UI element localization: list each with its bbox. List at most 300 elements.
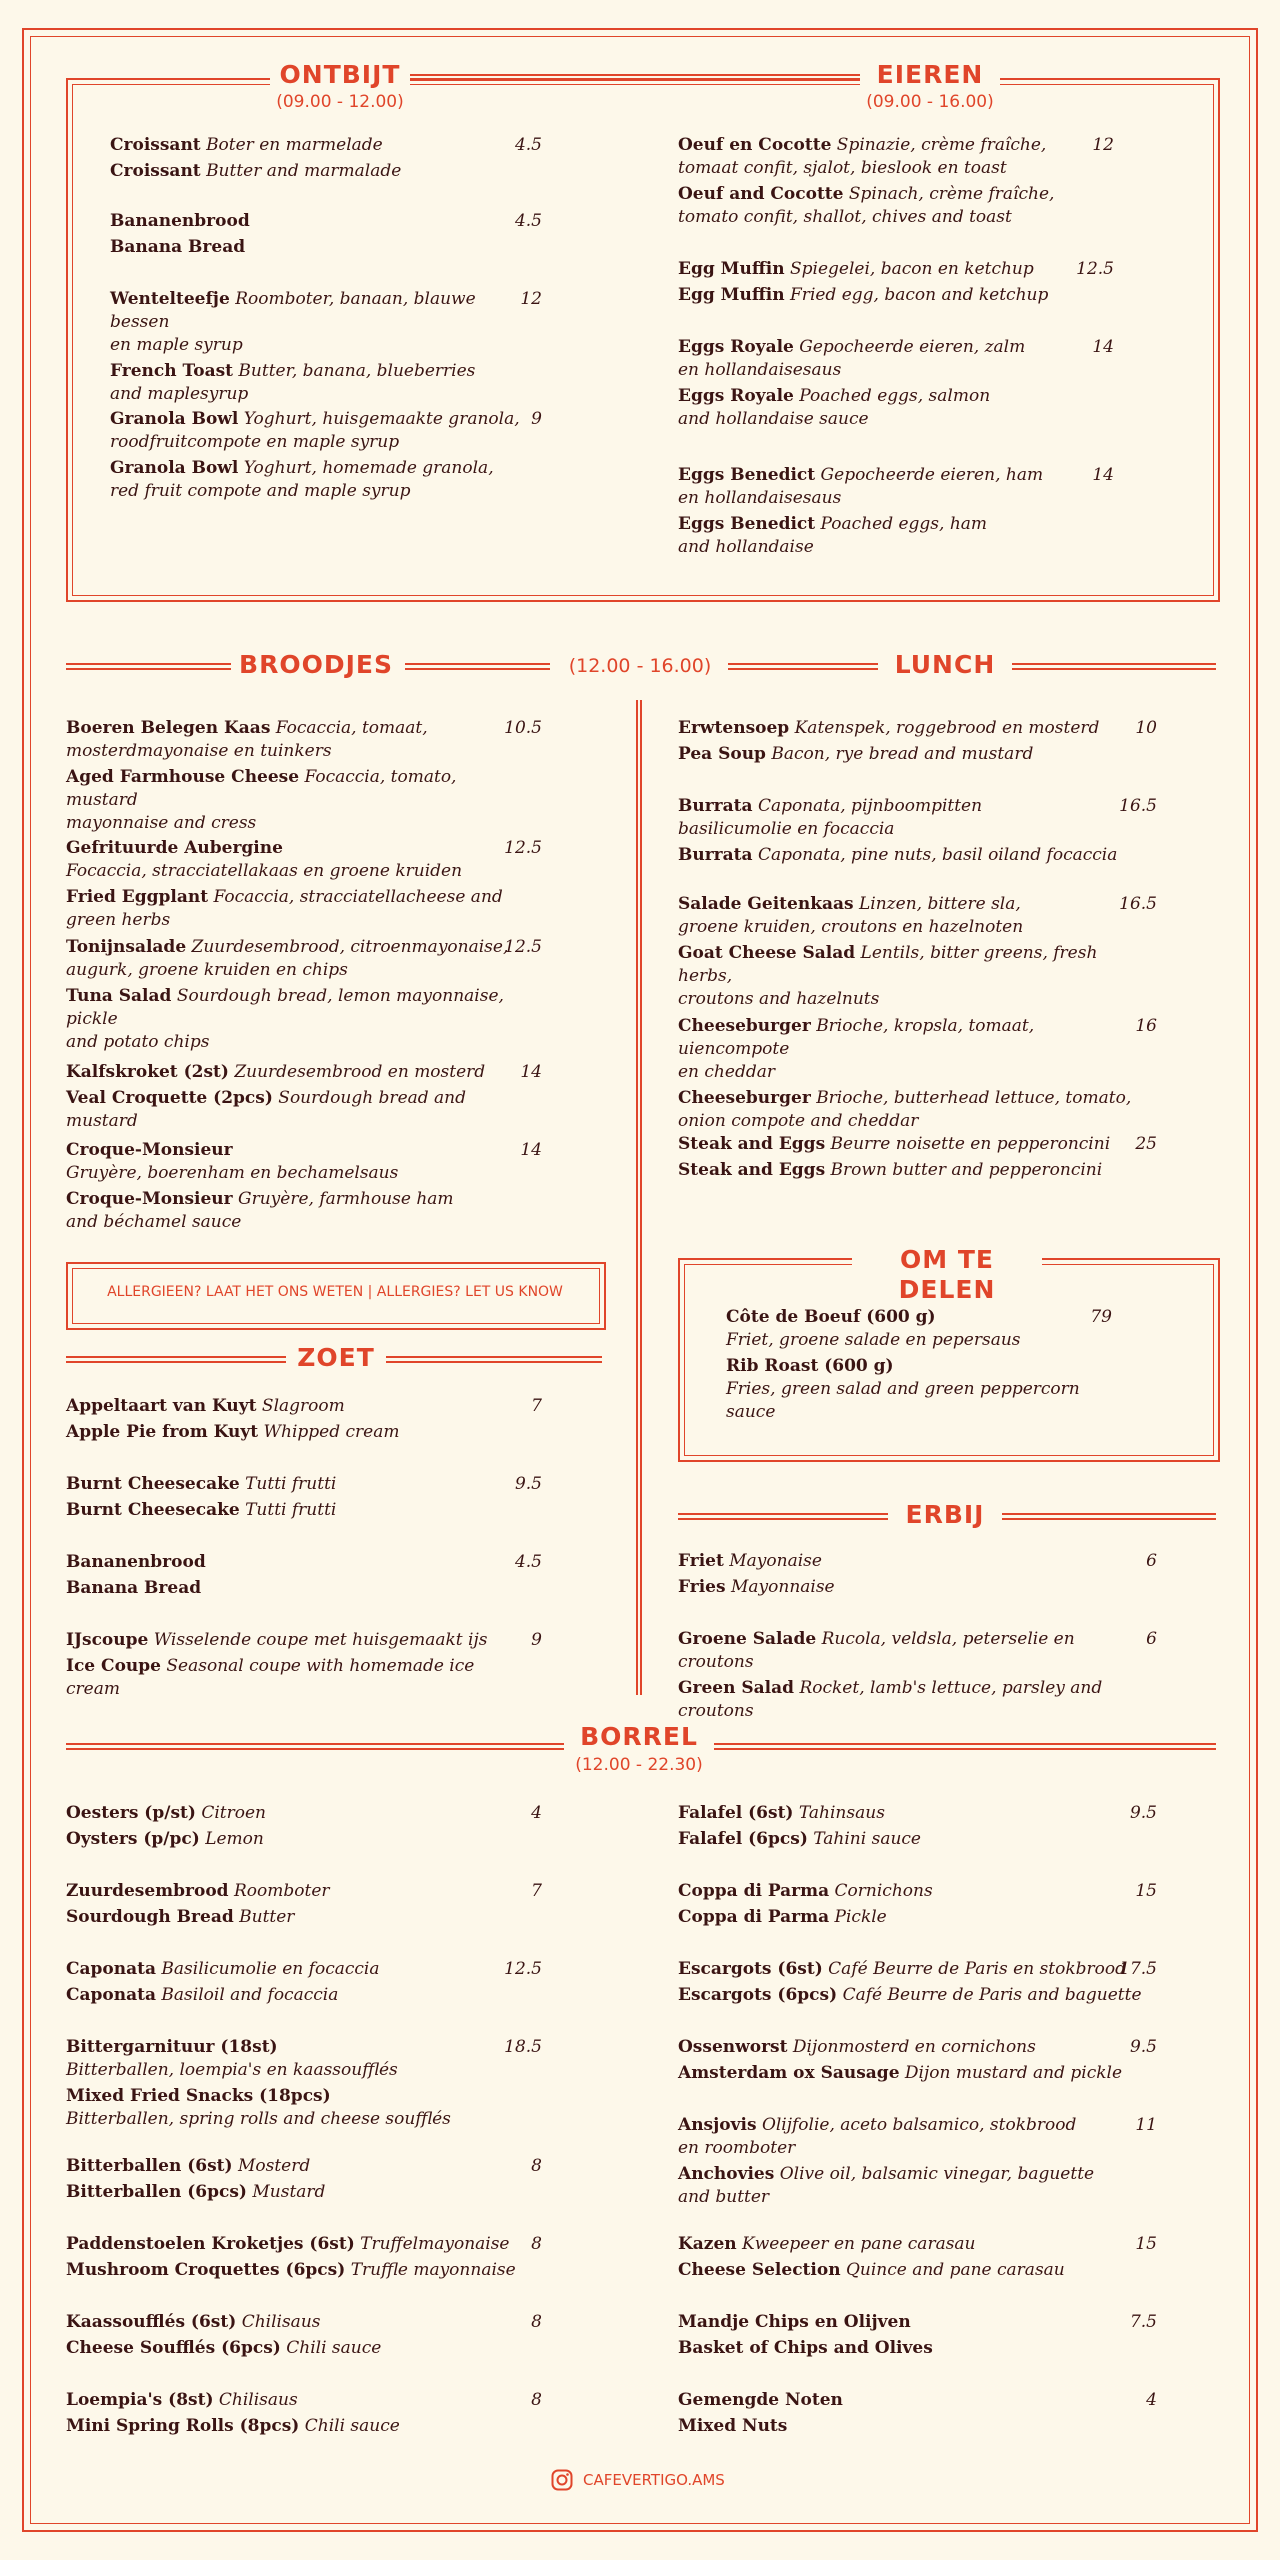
item-name-nl: Bananenbrood (110, 211, 250, 231)
item-desc-nl: Citroen (201, 1803, 266, 1823)
ontbijt-hours: (09.00 - 12.00) (260, 92, 420, 112)
heading-line (714, 1743, 1216, 1750)
menu-item (678, 258, 1102, 307)
item-desc-nl: Roomboter, banaan, blauwe bessen (110, 289, 476, 332)
column-divider (636, 700, 642, 1695)
menu-item (678, 1628, 1145, 1723)
item-desc-nl: Zuurdesembrood en mosterd (234, 1062, 486, 1082)
item-name-nl-row (678, 258, 1102, 281)
instagram-handle: CAFEVERTIGO.AMS (583, 2471, 725, 2489)
item-price: 6 (1146, 1629, 1157, 1649)
menu-item (678, 134, 1102, 229)
item-name-nl: Eggs Royale (678, 337, 794, 357)
item-name-en-row (678, 513, 1102, 536)
item-name-nl-row (678, 1958, 1145, 1981)
item-name-en-row (66, 886, 530, 932)
erbij-heading: ERBIJ (895, 1500, 995, 1530)
item-desc-nl-line2: Bitterballen, loempia's en kaassoufflés (66, 2060, 398, 2080)
menu-item (66, 1629, 530, 1701)
item-name-nl: Burnt Cheesecake (66, 1474, 240, 1494)
item-price: 7 (531, 1881, 542, 1901)
menu-item (110, 288, 530, 406)
item-desc-en: Tahini sauce (813, 1829, 921, 1849)
item-name-nl: Bittergarnituur (18st) (66, 2037, 278, 2057)
item-desc-nl: Slagroom (261, 1396, 345, 1416)
item-desc-en-cont (66, 1211, 530, 1234)
item-name-en-row (66, 2181, 530, 2204)
item-price: 16 (1135, 1016, 1157, 1036)
menu-item (678, 2311, 1145, 2360)
allergies-notice: ALLERGIEEN? LAAT HET ONS WETEN | ALLERGIES? LET US KNOW (107, 1284, 563, 1300)
item-desc-en-line2: red fruit compote and maple syrup (110, 481, 411, 501)
item-name-nl: Côte de Boeuf (600 g) (726, 1307, 936, 1327)
menu-item (726, 1306, 1100, 1424)
item-desc-nl-cont (678, 359, 1102, 382)
item-name-en-row (678, 942, 1145, 988)
item-name-en: Anchovies (678, 2164, 775, 2184)
item-name-en-row (66, 1499, 530, 1522)
item-name-en-row (678, 2415, 1145, 2438)
item-name-nl-row (66, 1473, 530, 1496)
lunch-heading: LUNCH (885, 650, 1005, 680)
item-desc-en: Butter and marmalade (206, 161, 402, 181)
item-name-en: Green Salad (678, 1678, 795, 1698)
item-desc-en: Butter (239, 1907, 295, 1927)
item-name-nl-row (66, 2311, 530, 2334)
item-name-en: Burrata (678, 845, 753, 865)
item-price: 14 (1092, 337, 1114, 357)
item-name-nl: Oeuf en Cocotte (678, 135, 832, 155)
item-desc-nl-cont (678, 487, 1102, 510)
item-desc-nl-cont (678, 157, 1102, 180)
item-price: 4 (531, 1803, 542, 1823)
item-name-en-row (66, 1984, 530, 2007)
item-name-en-row (66, 2259, 530, 2282)
menu-item (66, 2036, 530, 2131)
item-name-en-row (66, 1188, 530, 1211)
item-name-en-row (66, 1577, 530, 1600)
item-name-nl: Paddenstoelen Kroketjes (6st) (66, 2234, 355, 2254)
item-name-nl: Coppa di Parma (678, 1881, 830, 1901)
menu-item (678, 1015, 1145, 1133)
item-desc-nl: Mosterd (237, 2156, 311, 2176)
item-name-en-row (678, 2259, 1145, 2282)
item-desc-nl: Basilicumolie en focaccia (161, 1959, 380, 1979)
lunch-hours: (12.00 - 16.00) (560, 656, 720, 676)
item-price: 4.5 (514, 135, 542, 155)
menu-item (678, 795, 1145, 867)
item-desc-en-line2: Bitterballen, spring rolls and cheese soufflés (66, 2109, 451, 2129)
item-desc-en: Brioche, butterhead lettuce, tomato, (816, 1088, 1132, 1108)
borrel-heading: BORREL (574, 1722, 704, 1752)
item-price: 79 (1090, 1307, 1112, 1327)
item-desc-en: Sourdough bread, lemon mayonnaise, pickle (66, 986, 504, 1029)
item-name-en-row (678, 743, 1145, 766)
item-name-en-row (678, 2337, 1145, 2360)
item-desc-en-line2: and maplesyrup (110, 384, 249, 404)
item-price: 9.5 (1129, 2037, 1157, 2057)
item-desc-en: Dijon mustard and pickle (904, 2063, 1123, 2083)
item-desc-nl-cont (726, 1329, 1100, 1352)
item-desc-nl: Cornichons (834, 1881, 933, 1901)
item-name-nl-row (678, 893, 1145, 916)
item-name-en: Tuna Salad (66, 986, 172, 1006)
item-desc-en-cont (678, 1110, 1145, 1133)
item-price: 9.5 (514, 1474, 542, 1494)
item-desc-en-cont (678, 536, 1102, 559)
item-price: 15 (1135, 1881, 1157, 1901)
menu-item (110, 408, 530, 503)
item-name-nl: Kalfskroket (2st) (66, 1062, 229, 1082)
item-price: 14 (520, 1140, 542, 1160)
item-desc-nl: Yoghurt, huisgemaakte granola, (243, 409, 520, 429)
menu-item (66, 1802, 530, 1851)
item-desc-en: Quince and pane carasau (845, 2260, 1065, 2280)
menu-item (678, 2233, 1145, 2282)
item-price: 16.5 (1119, 894, 1157, 914)
item-price: 7 (531, 1396, 542, 1416)
item-desc-en-line2: and butter (678, 2187, 770, 2207)
item-desc-nl-line2: basilicumolie en focaccia (678, 819, 895, 839)
item-desc-nl-line2: roodfruitcompote en maple syrup (110, 432, 400, 452)
item-price: 11 (1135, 2115, 1157, 2135)
menu-item (66, 1958, 530, 2007)
item-price: 9.5 (1129, 1803, 1157, 1823)
item-desc-en-cont (678, 206, 1102, 229)
item-desc-en: Chili sauce (286, 2338, 382, 2358)
item-name-nl: Loempia's (8st) (66, 2390, 214, 2410)
item-desc-nl-cont (678, 916, 1145, 939)
item-desc-nl: Caponata, pijnboompitten (757, 796, 983, 816)
item-desc-nl-line2: mosterdmayonaise en tuinkers (66, 741, 332, 761)
item-desc-nl: Kweepeer en pane carasau (742, 2234, 976, 2254)
item-name-nl-row (66, 1551, 530, 1574)
item-name-nl-row (678, 464, 1102, 487)
item-name-en: Oysters (p/pc) (66, 1829, 200, 1849)
item-name-en: Mini Spring Rolls (8pcs) (66, 2416, 300, 2436)
item-name-nl-row (110, 288, 530, 334)
instagram-icon (551, 2469, 573, 2491)
menu-item (110, 134, 530, 183)
item-name-nl: Cheeseburger (678, 1016, 811, 1036)
item-name-nl-row (678, 134, 1102, 157)
heading-line (405, 663, 550, 670)
item-desc-nl: Chilisaus (241, 2312, 321, 2332)
item-name-en: Coppa di Parma (678, 1907, 830, 1927)
item-desc-en: Bacon, rye bread and mustard (771, 744, 1034, 764)
item-name-en: Eggs Benedict (678, 514, 816, 534)
item-name-en: Falafel (6pcs) (678, 1829, 808, 1849)
item-name-nl-row (66, 1629, 530, 1652)
item-name-en-row (66, 2415, 530, 2438)
item-name-nl-row (678, 1802, 1145, 1825)
menu-item (678, 1550, 1145, 1599)
item-name-nl: Egg Muffin (678, 259, 785, 279)
item-desc-en: Lentils, bitter greens, fresh herbs, (678, 943, 1098, 986)
item-name-nl-row (678, 2233, 1145, 2256)
item-name-nl-row (678, 2311, 1145, 2334)
item-desc-en: Truffle mayonnaise (350, 2260, 516, 2280)
item-desc-nl-cont (66, 860, 530, 883)
item-name-en: Goat Cheese Salad (678, 943, 856, 963)
item-desc-en-cont (110, 480, 530, 503)
item-price: 6 (1146, 1551, 1157, 1571)
item-desc-en-cont (678, 408, 1102, 431)
item-desc-nl-line2: Focaccia, stracciatellakaas en groene kruiden (66, 861, 463, 881)
item-desc-en-line2: and hollandaise (678, 537, 814, 557)
menu-item (66, 1139, 530, 1234)
item-name-en-row (678, 1677, 1145, 1723)
item-name-nl: Ossenworst (678, 2037, 788, 2057)
eieren-hours: (09.00 - 16.00) (850, 92, 1010, 112)
item-name-en-row (66, 2337, 530, 2360)
item-desc-en: Lemon (205, 1829, 264, 1849)
item-desc-nl: Spinazie, crème fraîche, (836, 135, 1047, 155)
item-desc-nl: Brioche, kropsla, tomaat, uiencompote (678, 1016, 1035, 1059)
item-desc-en-line2: and potato chips (66, 1032, 210, 1052)
menu-item (678, 2114, 1145, 2209)
item-desc-en: Focaccia, stracciatellacheese and green herbs (66, 887, 503, 930)
item-name-nl: Bananenbrood (66, 1552, 206, 1572)
item-desc-en-cont (110, 383, 530, 406)
item-name-en-row (110, 457, 530, 480)
item-name-en-row (66, 1906, 530, 1929)
item-name-en-row (678, 2163, 1145, 2186)
item-name-en: Veal Croquette (2pcs) (66, 1088, 273, 1108)
item-name-nl: Escargots (6st) (678, 1959, 823, 1979)
item-name-nl-row (678, 717, 1145, 740)
item-name-en: Fried Eggplant (66, 887, 209, 907)
om-te-delen-heading: OM TE DELEN (852, 1245, 1042, 1305)
item-price: 16.5 (1119, 796, 1157, 816)
item-desc-en-line2: Fries, green salad and green peppercorn sauce (726, 1379, 1080, 1422)
item-name-en: Burnt Cheesecake (66, 1500, 240, 1520)
item-name-nl: Granola Bowl (110, 409, 239, 429)
item-desc-en: Fried egg, bacon and ketchup (790, 285, 1049, 305)
item-name-nl-row (66, 2155, 530, 2178)
item-name-nl-row (66, 936, 530, 959)
item-desc-nl-cont (678, 818, 1145, 841)
item-name-en: Fries (678, 1577, 726, 1597)
item-name-nl: Bitterballen (6st) (66, 2156, 233, 2176)
item-desc-nl-line2: tomaat confit, sjalot, bieslook en toast (678, 158, 1007, 178)
item-name-en-row (110, 160, 530, 183)
item-desc-nl-cont (66, 1162, 530, 1185)
item-name-nl: Tonijnsalade (66, 937, 187, 957)
item-price: 8 (531, 2312, 542, 2332)
item-desc-en: Brown butter and pepperoncini (830, 1160, 1103, 1180)
menu-item (678, 1958, 1145, 2007)
item-name-en: Mushroom Croquettes (6pcs) (66, 2260, 346, 2280)
item-desc-nl-cont (678, 2137, 1145, 2160)
menu-item (678, 2389, 1145, 2438)
item-price: 8 (531, 2390, 542, 2410)
item-name-en-row (678, 1159, 1145, 1182)
item-name-en-row (678, 1828, 1145, 1851)
item-name-en: Mixed Fried Snacks (18pcs) (66, 2086, 331, 2106)
heading-line (1012, 663, 1216, 670)
item-desc-en: Spinach, crème fraîche, (848, 184, 1055, 204)
menu-item (678, 893, 1145, 1011)
item-desc-nl-line2: en roomboter (678, 2138, 796, 2158)
item-price: 12.5 (504, 838, 542, 858)
heading-line (1002, 1513, 1216, 1520)
menu-item (678, 1880, 1145, 1929)
eieren-heading: EIEREN (860, 60, 1000, 90)
item-name-nl: Salade Geitenkaas (678, 894, 854, 914)
item-desc-nl-line2: Friet, groene salade en pepersaus (726, 1330, 1021, 1350)
item-name-en-row (678, 1906, 1145, 1929)
item-name-nl: Appeltaart van Kuyt (66, 1396, 257, 1416)
menu-item (66, 1473, 530, 1522)
item-name-en-row (678, 1576, 1145, 1599)
item-price: 4.5 (514, 1552, 542, 1572)
item-price: 9 (531, 1630, 542, 1650)
item-name-en-row (66, 1655, 530, 1701)
item-name-nl-row (110, 408, 530, 431)
item-desc-nl-cont (110, 334, 530, 357)
item-name-nl-row (66, 1958, 530, 1981)
item-desc-nl: Rucola, veldsla, peterselie en croutons (678, 1629, 1075, 1672)
item-desc-nl: Olijfolie, aceto balsamico, stokbrood (761, 2115, 1077, 2135)
item-name-nl-row (678, 1880, 1145, 1903)
item-desc-nl-cont (66, 2059, 530, 2082)
item-name-en-row (678, 385, 1102, 408)
item-price: 7.5 (1129, 2312, 1157, 2332)
borrel-hours: (12.00 - 22.30) (559, 1755, 719, 1775)
item-name-en-row (678, 1087, 1145, 1110)
item-name-nl-row (66, 837, 530, 860)
item-price: 14 (520, 1062, 542, 1082)
item-name-nl-row (678, 336, 1102, 359)
menu-item (66, 2311, 530, 2360)
heading-line (728, 663, 878, 670)
item-name-en-row (678, 844, 1145, 867)
heading-line (66, 1743, 564, 1750)
item-price: 8 (531, 2234, 542, 2254)
item-price: 18.5 (504, 2037, 542, 2057)
item-name-en-row (110, 360, 530, 383)
item-name-nl: Friet (678, 1551, 724, 1571)
item-name-nl-row (66, 1880, 530, 1903)
item-name-nl-row (110, 210, 530, 233)
item-desc-en-line2: mayonnaise and cress (66, 813, 257, 833)
item-desc-en: Olive oil, balsamic vinegar, baguette (779, 2164, 1095, 2184)
menu-item (678, 2036, 1145, 2085)
item-name-en-row (678, 284, 1102, 307)
item-name-nl-row (66, 2036, 530, 2059)
item-name-nl-row (678, 1015, 1145, 1061)
item-name-en: Cheeseburger (678, 1088, 811, 1108)
item-name-en: Bitterballen (6pcs) (66, 2182, 247, 2202)
item-name-nl: Erwtensoep (678, 718, 790, 738)
item-name-en: Pea Soup (678, 744, 766, 764)
item-desc-nl-cont (66, 959, 530, 982)
item-name-nl-row (66, 1061, 530, 1084)
item-desc-en-line2: croutons and hazelnuts (678, 989, 880, 1009)
item-name-nl-row (678, 2114, 1145, 2137)
heading-line (678, 1513, 888, 1520)
broodjes-heading: BROODJES (236, 650, 396, 680)
item-name-nl: Kazen (678, 2234, 737, 2254)
item-name-nl: Croissant (110, 135, 201, 155)
item-name-nl: Gefrituurde Aubergine (66, 838, 283, 858)
item-name-nl: Gemengde Noten (678, 2390, 843, 2410)
item-name-en-row (66, 766, 530, 812)
item-name-en: Basket of Chips and Olives (678, 2338, 933, 2358)
item-name-en: Granola Bowl (110, 458, 239, 478)
item-price: 9 (531, 409, 542, 429)
item-desc-en: Café Beurre de Paris and baguette (842, 1985, 1142, 2005)
item-desc-en: Whipped cream (263, 1422, 400, 1442)
item-desc-en: Chili sauce (304, 2416, 400, 2436)
item-desc-nl: Chilisaus (218, 2390, 298, 2410)
item-name-en: Egg Muffin (678, 285, 785, 305)
item-price: 4.5 (514, 211, 542, 231)
item-name-nl-row (66, 1802, 530, 1825)
item-name-nl: Croque-Monsieur (66, 1140, 233, 1160)
item-desc-en: Focaccia, tomato, mustard (66, 767, 457, 810)
item-price: 17.5 (1119, 1959, 1157, 1979)
item-desc-nl: Beurre noisette en pepperoncini (830, 1134, 1111, 1154)
item-name-nl: Zuurdesembrood (66, 1881, 229, 1901)
item-name-nl-row (66, 1395, 530, 1418)
item-desc-en: Butter, banana, blueberries (238, 361, 476, 381)
menu-item (66, 936, 530, 1054)
item-name-en: Croque-Monsieur (66, 1189, 233, 1209)
item-name-nl: Mandje Chips en Olijven (678, 2312, 911, 2332)
item-desc-nl: Gepocheerde eieren, zalm (799, 337, 1026, 357)
item-desc-nl: Café Beurre de Paris en stokbrood (828, 1959, 1127, 1979)
item-name-en: Cheese Soufflés (6pcs) (66, 2338, 281, 2358)
item-desc-en: Poached eggs, salmon (799, 386, 991, 406)
item-name-en-row (66, 2085, 530, 2108)
menu-item (110, 210, 530, 259)
item-name-nl-row (66, 2389, 530, 2412)
item-name-en: Eggs Royale (678, 386, 794, 406)
item-price: 8 (531, 2156, 542, 2176)
item-name-en: Aged Farmhouse Cheese (66, 767, 300, 787)
item-desc-nl: Katenspek, roggebrood en mosterd (794, 718, 1100, 738)
item-desc-nl: Dijonmosterd en cornichons (792, 2037, 1036, 2057)
item-desc-nl-line2: en hollandaisesaus (678, 488, 842, 508)
item-desc-en: Yoghurt, homemade granola, (243, 458, 494, 478)
item-desc-nl: Tahinsaus (798, 1803, 885, 1823)
item-name-nl-row (726, 1306, 1100, 1329)
item-name-en: Mixed Nuts (678, 2416, 788, 2436)
item-desc-en: Basiloil and focaccia (161, 1985, 339, 2005)
item-desc-nl: Mayonaise (729, 1551, 822, 1571)
item-name-en: Croissant (110, 161, 201, 181)
item-name-nl-row (66, 1139, 530, 1162)
heading-line (386, 1356, 602, 1363)
item-desc-en-cont (66, 1031, 530, 1054)
item-name-nl-row (678, 1550, 1145, 1573)
item-name-en-row (726, 1355, 1100, 1378)
item-desc-en-cont (66, 812, 530, 835)
item-name-nl: Caponata (66, 1959, 157, 1979)
item-desc-en-cont (678, 2186, 1145, 2209)
item-desc-nl: Spiegelei, bacon en ketchup (790, 259, 1034, 279)
item-name-en: Rib Roast (600 g) (726, 1356, 894, 1376)
item-name-en-row (66, 985, 530, 1031)
item-price: 14 (1092, 465, 1114, 485)
item-name-nl: Falafel (6st) (678, 1803, 794, 1823)
item-name-nl: Burrata (678, 796, 753, 816)
item-name-en: Ice Coupe (66, 1656, 161, 1676)
item-desc-nl: Wisselende coupe met huisgemaakt ijs (153, 1630, 488, 1650)
item-desc-nl: Zuurdesembrood, citroenmayonaise, (191, 937, 509, 957)
